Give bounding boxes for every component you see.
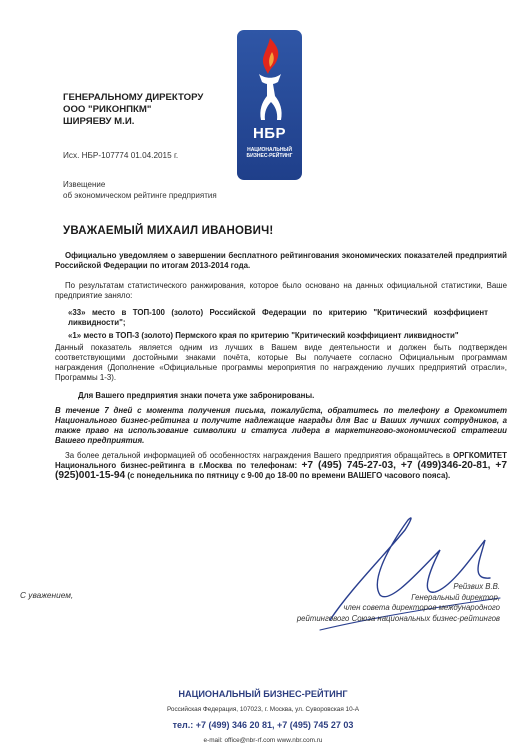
footer-address: Российская Федерация, 107023, г. Москва, ул. Суворовская 10-А (166, 706, 360, 713)
recipient-line-3: ШИРЯЕВУ М.И. (63, 116, 135, 127)
signatory-title-1: Генеральный директор, (411, 592, 500, 602)
contacts-intro: За более детальной информацией об особенностях награждения Вашего предприятия обращайтесь в (65, 451, 454, 460)
paragraph-ranking: По результатам статистического ранжирования, которое было основано на данных официальной статистики, Ваше предприятие заняло: (55, 281, 507, 300)
contacts-hours: (с понедельника по пятницу с 9-00 до 18-00 по времени ВАШЕГО часового пояса). (125, 470, 451, 480)
logo-subtitle-line-2: БИЗНЕС-РЕЙТИНГ (246, 153, 293, 159)
reference-number: Исх. НБР-107774 01.04.2015 г. (63, 151, 179, 160)
signatory-title-3: рейтингового Союза национальных бизнес-рейтингов (296, 613, 500, 623)
closing-phrase: С уважением, (20, 590, 74, 600)
recipient-address (63, 92, 203, 128)
recipient-line-2: ООО "РИКОНПКМ" (63, 104, 152, 115)
paragraph-reserved: Для Вашего предприятия знаки почета уже забронированы. (78, 391, 315, 400)
contacts-phones: +7 (495) 745-27-03, +7 (499)346-20-81, +7 (925)001-15-94 (55, 459, 507, 481)
notice-heading (63, 180, 217, 201)
notice-line-2: об экономическом рейтинге предприятия (63, 190, 217, 200)
signatory-block (270, 582, 500, 624)
footer-phones: тел.: +7 (499) 346 20 81, +7 (495) 745 27 03 (172, 720, 354, 730)
logo-brand-text: НБР (252, 125, 287, 142)
footer-contacts: e-mail: office@nbr-rf.com www.nbr.com.ru (203, 737, 323, 744)
paragraph-instructions: В течение 7 дней с момента получения письма, пожалуйста, обратитесь по телефону в Оргкомитет Национального бизнес-рейтинга и получите надлежащие награды для Вас и Ваших лучших сотрудников, а также право на использование символики и статуса лидера в маркетингово-экономической стратегии Вашего предприятия. (55, 406, 507, 445)
recipient-line-1: ГЕНЕРАЛЬНОМУ ДИРЕКТОРУ (63, 92, 204, 103)
ranking-place-1: «33» место в ТОП-100 (золото) Российской Федерации по критерию "Критический коэффициент ликвидности"; (68, 308, 488, 327)
paragraph-indicator: Данный показатель является одним из лучших в Вашем виде деятельности и должен быть подтвержден соответствующими достойными знаками почёта, которые Вы получаете согласно Официальным программам награждения (Дополнение «Официальные программы мероприятия по награждению лучших предприятий отрасли», Программы 1-3). (55, 343, 507, 382)
contacts-org: ОРГКОМИТЕТ Национального бизнес-рейтинга в г.Москва по телефонам: (55, 451, 507, 470)
paragraph-intro: Официально уведомляем о завершении бесплатного рейтингования экономических показателей предприятий Российской Федерации по итогам 2013-2014 года. (55, 251, 507, 270)
salutation: УВАЖАЕМЫЙ МИХАИЛ ИВАНОВИЧ! (63, 225, 274, 237)
notice-line-1: Извещение (63, 180, 106, 189)
signatory-name: Рейзвих В.В. (453, 582, 500, 591)
logo-subtitle-line-1: НАЦИОНАЛЬНЫЙ (247, 147, 292, 153)
signatory-title-2: член совета директоров международного (343, 603, 500, 612)
paragraph-contacts (55, 451, 507, 481)
ranking-place-2: «1» место в ТОП-3 (золото) Пермского края по критерию "Критический коэффициент ликвидности" (68, 331, 459, 340)
nbr-logo (237, 30, 302, 180)
logo-subtitle (237, 147, 302, 159)
torch-icon (237, 30, 302, 125)
footer-org-name: НАЦИОНАЛЬНЫЙ БИЗНЕС-РЕЙТИНГ (178, 689, 348, 699)
